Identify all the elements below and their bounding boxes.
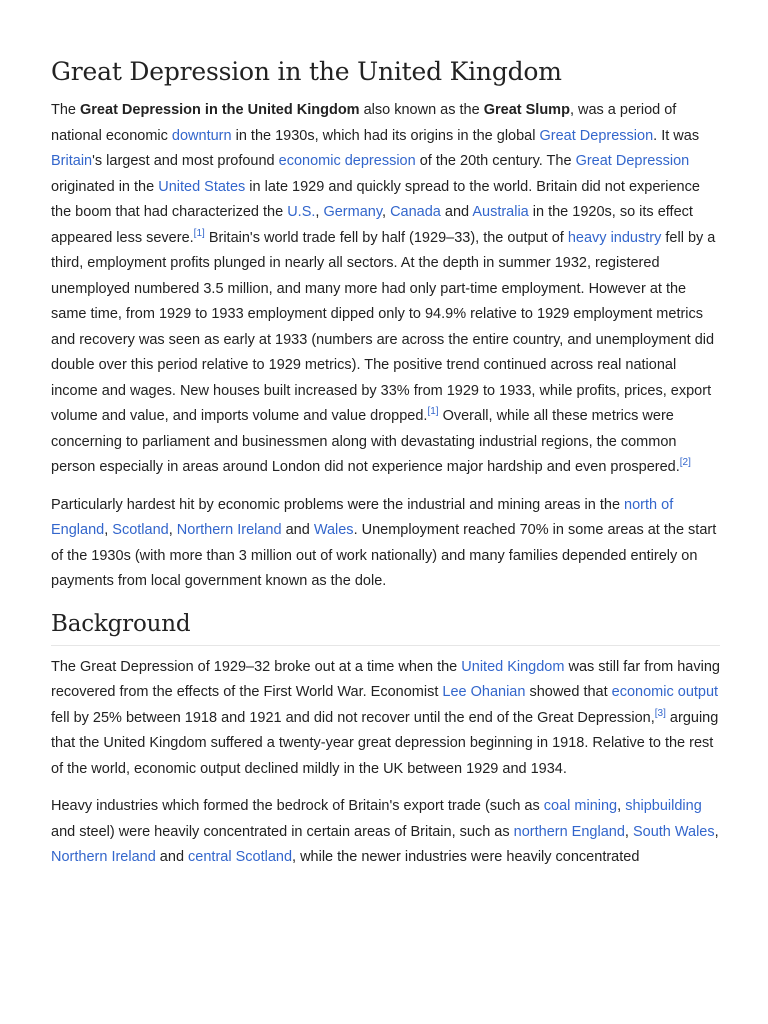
text-run: in late 1929 and quickly spread to the world. Britain did not experience the boom that had characterized the	[51, 178, 700, 220]
text-run: ,	[617, 798, 626, 814]
page-title: Great Depression in the United Kingdom	[51, 57, 562, 86]
text-run: Heavy industries which formed the bedrock of Britain's export trade (such as	[51, 798, 544, 814]
citation-ref[interactable]: [1]	[427, 406, 439, 418]
text-run: originated in the	[51, 178, 159, 195]
bold-term: Great Depression in the United Kingdom	[80, 102, 360, 118]
text-run: ,	[382, 204, 391, 220]
text-run: , was a period of national economic	[51, 102, 677, 144]
text-run: and	[440, 204, 473, 220]
link-south-wales[interactable]: South Wales	[632, 823, 715, 840]
text-run: arguing that the United Kingdom suffered a twenty-year great depression beginning in 1918. Relative to the rest of the world, economic output declined mildly in the UK between 1929 and 1934.	[51, 709, 719, 777]
text-run: fell by a third, employment profits plunged in nearly all sectors. At the depth in summer 1932, registered unemployed numbered 3.5 million, and many more had only part-time employment. However at the same time, from 1929 to 1933 employment dipped only to 94.9% relative to 1929 employment metrics and recovery was seen as early at 1933 (numbers are across the entire country, and unemployment did double over this period relative to 1929 metrics). The positive trend continued across real national income and wages. New houses built increased by 33% from 1929 to 1933, while profits, prices, export volume and value, and imports volume and value dropped.	[51, 229, 716, 424]
link-germany[interactable]: Germany	[323, 204, 383, 220]
text-run: The Great Depression of 1929–32 broke out at a time when the	[51, 658, 462, 675]
text-run: showed that	[525, 684, 612, 700]
text-run: 's largest and most profound	[92, 153, 279, 169]
background-paragraph-1	[51, 655, 720, 783]
link-shipbuilding[interactable]: shipbuilding	[625, 798, 702, 814]
link-downturn[interactable]: downturn	[171, 127, 232, 144]
link-great-depression[interactable]: Great Depression	[539, 127, 654, 144]
link-great-depression[interactable]: Great Depression	[575, 153, 690, 169]
link-northern-ireland[interactable]: Northern Ireland	[176, 522, 282, 538]
link-britain[interactable]: Britain	[51, 153, 93, 169]
link-wales[interactable]: Wales	[313, 522, 354, 538]
link-united-kingdom[interactable]: United Kingdom	[461, 658, 565, 675]
intro-paragraph-1	[51, 98, 720, 481]
link-united-states[interactable]: United States	[158, 178, 246, 195]
text-run: Britain's world trade fell by half (1929–33), the output of	[204, 229, 568, 246]
text-run: Overall, while all these metrics were concerning to parliament and businessmen along with devastating industrial regions, the common person especially in areas around London did not experience major hardship and even prospered.	[51, 408, 680, 475]
text-run: and	[155, 849, 189, 865]
link-north-of-england[interactable]: north of England	[51, 496, 674, 538]
link-central-scotland[interactable]: central Scotland	[188, 849, 293, 865]
text-run: , while the newer industries were heavily concentrated	[292, 849, 640, 865]
intro-paragraph-2	[51, 493, 720, 595]
text-run: . Unemployment reached 70% in some areas at the start of the 1930s (with more than 3 million out of work nationally) and many families depended entirely on payments from local government known as the dole.	[51, 522, 717, 589]
text-run: in the 1930s, which had its origins in the global	[231, 127, 540, 144]
link-australia[interactable]: Australia	[472, 204, 529, 220]
text-run: ,	[315, 204, 324, 220]
section-heading-background: Background	[51, 607, 720, 646]
link-canada[interactable]: Canada	[390, 204, 441, 220]
text-run: and steel) were heavily concentrated in certain areas of Britain, such as	[51, 823, 514, 840]
text-run: in the 1920s, so its effect appeared less severe.	[51, 204, 693, 246]
background-paragraph-2	[51, 794, 720, 871]
link-northern-england[interactable]: northern England	[513, 823, 625, 840]
text-run: ,	[624, 823, 633, 840]
citation-ref[interactable]: [3]	[654, 707, 666, 719]
text-run: Particularly hardest hit by economic problems were the industrial and mining areas in the	[51, 496, 625, 513]
link-economic-depression[interactable]: economic depression	[278, 153, 416, 169]
text-run: was still far from having recovered from the effects of the First World War. Economist	[51, 658, 720, 700]
text-run: ,	[168, 522, 177, 538]
text-run: and	[281, 522, 314, 538]
link-scotland[interactable]: Scotland	[112, 522, 169, 538]
link-lee-ohanian[interactable]: Lee Ohanian	[442, 684, 526, 700]
text-run: also known as the	[359, 102, 484, 118]
link-coal-mining[interactable]: coal mining	[543, 798, 618, 814]
text-run: The	[51, 102, 81, 118]
link-heavy-industry[interactable]: heavy industry	[567, 229, 662, 246]
citation-ref[interactable]: [2]	[679, 457, 691, 469]
text-run: ,	[714, 823, 719, 840]
text-run: fell by 25% between 1918 and 1921 and did not recover until the end of the Great Depression,	[51, 709, 655, 726]
link-northern-ireland[interactable]: Northern Ireland	[51, 849, 156, 865]
link-us[interactable]: U.S.	[287, 204, 316, 220]
text-run: of the 20th century. The	[415, 153, 576, 169]
link-economic-output[interactable]: economic output	[611, 684, 719, 700]
citation-ref[interactable]: [1]	[193, 227, 205, 239]
text-run: . It was	[653, 127, 700, 144]
bold-term: Great Slump	[483, 102, 570, 118]
text-run: ,	[104, 522, 113, 538]
